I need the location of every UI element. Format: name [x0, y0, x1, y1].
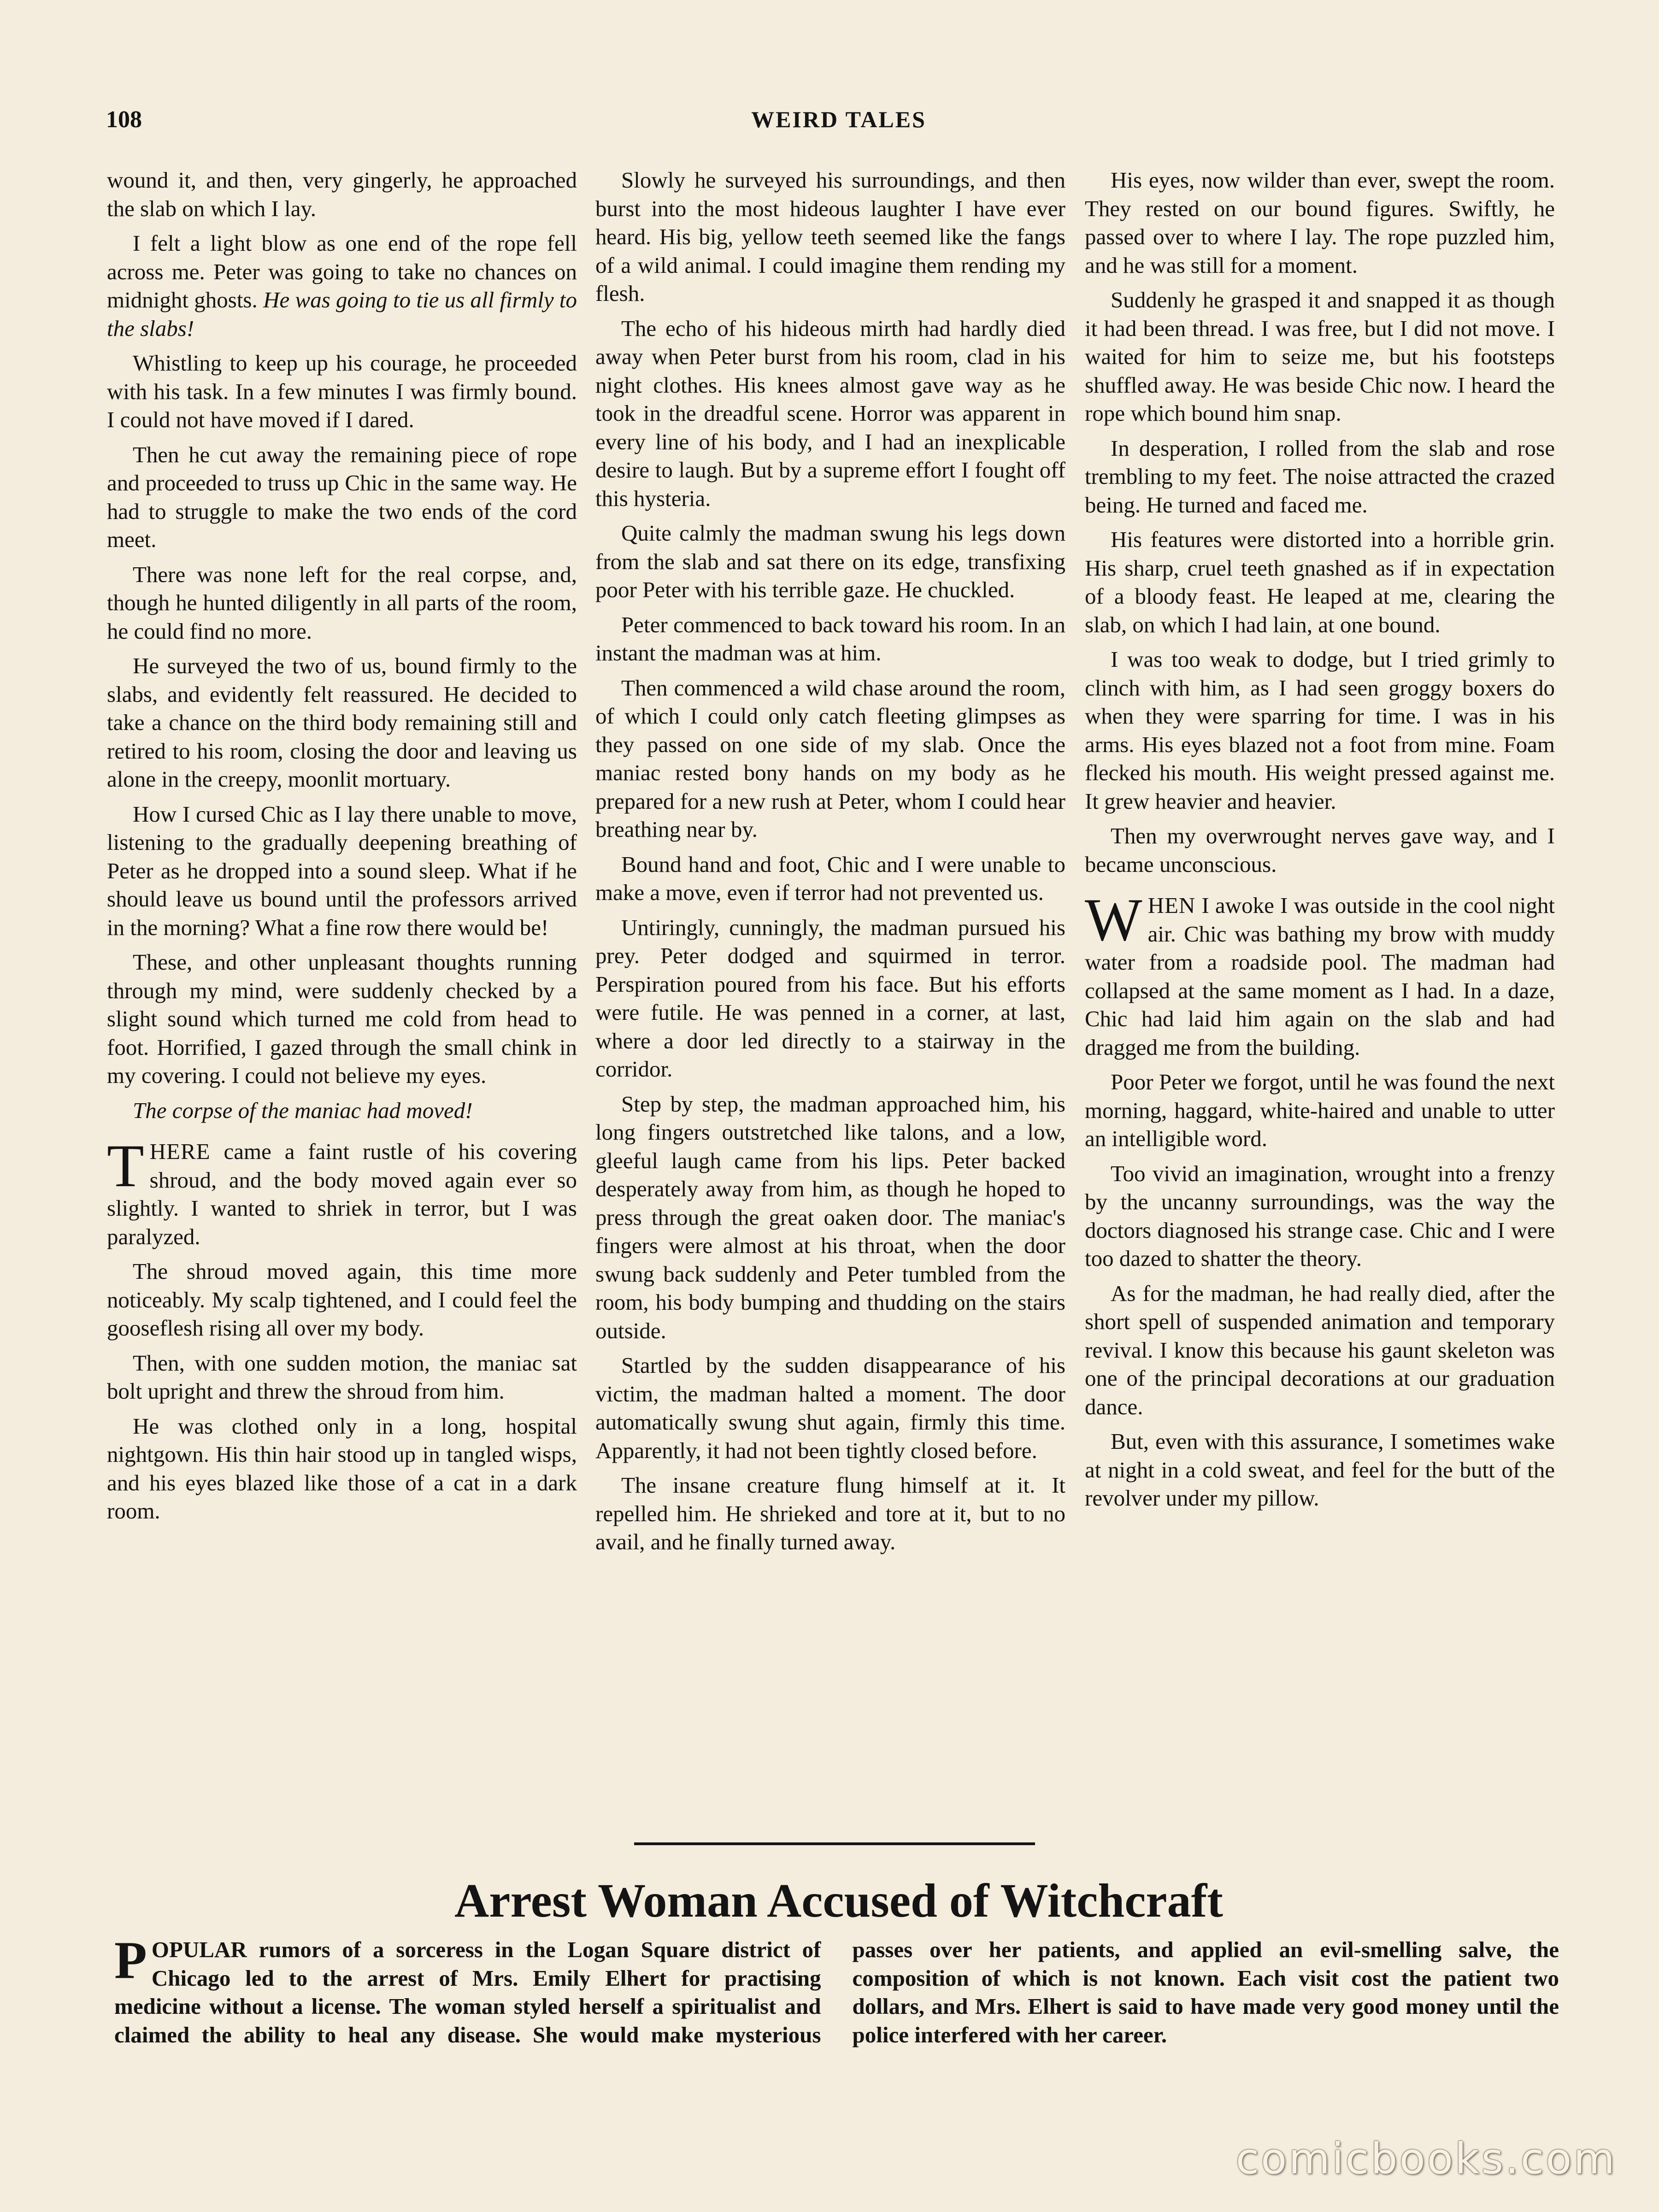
article-paragraph [114, 1931, 1559, 2049]
paragraph: In desperation, I rolled from the slab and rose trembling to my feet. The noise attracted the crazed being. He turned and faced me. [1085, 435, 1555, 518]
paragraph: The insane creature flung himself at it. It repelled him. He shrieked and tore at it, but to no avail, and he finally turned away. [595, 1472, 1065, 1554]
story-column-1 [107, 166, 577, 1532]
article-body [114, 1931, 1559, 2049]
paragraph: The echo of his hideous mirth had hardly died away when Peter burst from his room, clad in his night clothes. His knees almost gave way as he took in the dreadful scene. Horror was apparent in every line of his body, and I had an inexplicable desire to laugh. But by a supreme effort I fought off this hysteria. [595, 315, 1065, 511]
paragraph: These, and other unpleasant thoughts running through my mind, were suddenly checked by a slight sound which turned me cold from head to foot. Horrified, I gazed through the small chink in my covering. I could not believe my eyes. [107, 949, 577, 1088]
drop-cap: P [114, 1931, 147, 1990]
paragraph: Suddenly he grasped it and snapped it as though it had been thread. I was free, but I did not move. I waited for him to seize me, but his footsteps shuffled away. He was beside Chic now. I heard the rope which bound him snap. [1085, 287, 1555, 426]
lead-caps: HEN [1147, 893, 1196, 918]
page-header [106, 106, 1571, 143]
paragraph: His eyes, now wilder than ever, swept the room. They rested on our bound figures. Swiftly, he passed over to where I lay. The rope puzzled him, and he was still for a moment. [1085, 167, 1555, 278]
page-number: 108 [106, 106, 142, 133]
paragraph [107, 229, 577, 342]
paragraph: I was too weak to dodge, but I tried grimly to clinch with him, as I had seen groggy boxers do when they were sparring for time. I was in his arms. His eyes blazed not a foot from mine. Foam flecked his mouth. His weight pressed against me. It grew heavier and heavier. [1085, 647, 1555, 814]
section-start-paragraph [1085, 886, 1555, 1061]
paragraph: Then, with one sudden motion, the maniac sat bolt upright and threw the shroud from him. [107, 1350, 577, 1404]
paragraph: But, even with this assurance, I sometimes wake at night in a cold sweat, and feel for the butt of the revolver under my pillow. [1085, 1429, 1555, 1511]
lead-caps: HERE [149, 1139, 211, 1164]
paragraph: As for the madman, he had really died, after the short spell of suspended animation and temporary revival. I know this because his gaunt skeleton was one of the principal decorations at our graduation dance. [1085, 1280, 1555, 1419]
paragraph: Too vivid an imagination, wrought into a frenzy by the uncanny surroundings, was the way the doctors diagnosed his strange case. Chic and I were too dazed to shatter the theory. [1085, 1160, 1555, 1271]
story-column-3 [1085, 166, 1555, 1519]
paragraph: He surveyed the two of us, bound firmly to the slabs, and evidently felt reassured. He decided to take a chance on the third body remaining still and retired to his room, closing the door and leaving us alone in the creepy, moonlit mortuary. [107, 653, 577, 792]
story-column-2 [595, 166, 1065, 1563]
paragraph-text: I awoke I was outside in the cool night air. Chic was bathing my brow with muddy water from a roadside pool. The madman had collapsed at the same moment as I had. In a daze, Chic had laid him again on the slab and had dragged me from the building. [1085, 893, 1555, 1060]
paragraph: Slowly he surveyed his surroundings, and then burst into the most hideous laughter I have ever heard. His big, yellow teeth seemed like the fangs of a wild animal. I could imagine them rending my flesh. [595, 167, 1065, 306]
paragraph-text: I felt a light blow as one end of the rope fell across me. Peter was going to take no chances on midnight ghosts. [107, 230, 577, 312]
paragraph [107, 1096, 577, 1125]
paragraph: Then my overwrought nerves gave way, and I became unconscious. [1085, 823, 1555, 877]
paragraph-text: came a faint rustle of his covering shroud, and the body moved again ever so slightly. I wanted to shriek in terror, but I was paralyzed. [107, 1139, 577, 1249]
paragraph: Quite calmly the madman swung his legs down from the slab and sat there on its edge, transfixing poor Peter with his terrible gaze. He chuckled. [595, 520, 1065, 602]
watermark-logo: comicbooks.com [1235, 2134, 1617, 2183]
section-start-paragraph [107, 1132, 577, 1251]
paragraph: The shroud moved again, this time more noticeably. My scalp tightened, and I could feel the gooseflesh rising all over my body. [107, 1259, 577, 1341]
section-divider [634, 1842, 1035, 1845]
paragraph: There was none left for the real corpse, and, though he hunted diligently in all parts of the room, he could find no more. [107, 561, 577, 644]
drop-cap: T [107, 1132, 144, 1200]
paragraph: His features were distorted into a horrible grin. His sharp, cruel teeth gnashed as if in expectation of a bloody feast. He leaped at me, clearing the slab, on which I had lain, at one bound. [1085, 527, 1555, 637]
drop-cap: W [1085, 886, 1142, 953]
lead-caps: OPULAR [151, 1937, 247, 1962]
paragraph: Startled by the sudden disappearance of his victim, the madman halted a moment. The door automatically swung shut again, firmly this time. Apparently, it had not been tightly closed before. [595, 1353, 1065, 1463]
paragraph: Untiringly, cunningly, the madman pursued his prey. Peter dodged and squirmed in terror. Perspiration poured from his face. But his efforts were futile. He was penned in a corner, at last, where a door led directly to a stairway in the corridor. [595, 914, 1065, 1082]
paragraph: Step by step, the madman approached him, his long fingers outstretched like talons, and a low, gleeful laugh came from his lips. Peter backed desperately away from him, as though he hoped to press through the great oaken door. The maniac's fingers were almost at his throat, when the door swung back suddenly and Peter tumbled from the room, his body bumping and thudding on the stairs outside. [595, 1091, 1065, 1343]
paragraph: Whistling to keep up his courage, he proceeded with his task. In a few minutes I was firmly bound. I could not have moved if I dared. [107, 350, 577, 432]
article-text: rumors of a sorceress in the Logan Square district of Chicago led to the arrest of Mrs. Emily Elhert for practising medicine without a license. The woman styled herself a spiritualist and claimed the ability to heal any disease. She would make mysterious passes over her patients, and applied an evil-smelling salve, the composition of which is not known. Each visit cost the patient two dollars, and Mrs. Elhert is said to have made very good money until the police interfered with her career. [114, 1937, 1559, 2047]
paragraph: wound it, and then, very gingerly, he approached the slab on which I lay. [107, 167, 577, 221]
article-title: Arrest Woman Accused of Witchcraft [454, 1874, 1223, 1927]
paragraph: Poor Peter we forgot, until he was found the next morning, haggard, white-haired and unable to utter an intelligible word. [1085, 1069, 1555, 1151]
paragraph: How I cursed Chic as I lay there unable to move, listening to the gradually deepening breathing of Peter as he dropped into a sound sleep. What if he should leave us bound until the professors arrived in the morning? What a fine row there would be! [107, 801, 577, 940]
italic-text: The corpse of the maniac had moved! [133, 1097, 473, 1123]
paragraph: Bound hand and foot, Chic and I were unable to make a move, even if terror had not prevented us. [595, 851, 1065, 905]
italic-text: He was going to tie us all firmly to the slabs! [107, 287, 577, 341]
paragraph: Then commenced a wild chase around the room, of which I could only catch fleeting glimpses as they passed on one side of my slab. Once the maniac rested bony hands on my body as he prepared for a new rush at Peter, whom I could hear breathing near by. [595, 675, 1065, 842]
paragraph: He was clothed only in a long, hospital nightgown. His thin hair stood up in tangled wisps, and his eyes blazed like those of a cat in a dark room. [107, 1413, 577, 1524]
running-head: WEIRD TALES [751, 106, 926, 132]
paragraph: Then he cut away the remaining piece of rope and proceeded to truss up Chic in the same way. He had to struggle to make the two ends of the cord meet. [107, 441, 577, 552]
paragraph: Peter commenced to back toward his room. In an instant the madman was at him. [595, 612, 1065, 665]
